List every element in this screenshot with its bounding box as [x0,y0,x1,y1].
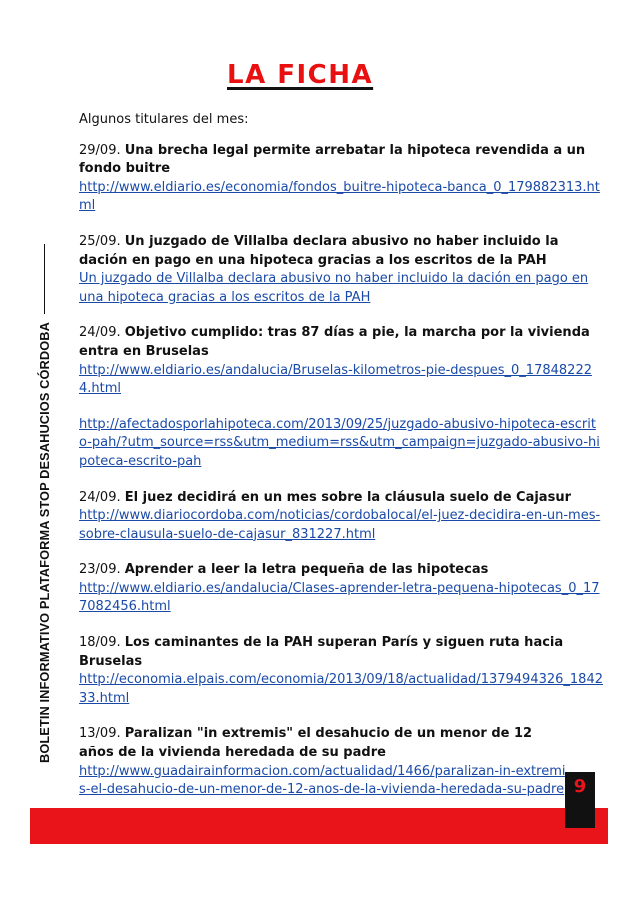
news-item [79,634,603,708]
news-item [79,233,603,307]
news-headline: Una brecha legal permite arrebatar la hipoteca revendida a un fondo buitre [79,142,586,177]
news-headline: El juez decidirá en un mes sobre la cláusula suelo de Cajasur [124,489,571,505]
news-link[interactable]: http://www.eldiario.es/andalucia/Bruselas-kilometros-pie-despues_0_178482224.html [79,362,592,397]
news-link[interactable]: http://www.diariocordoba.com/noticias/cordobalocal/el-juez-decidira-en-un-mes-sobre-clausula-suelo-de-cajasur_831227.html [79,508,601,542]
news-date: 18/09. [79,635,121,651]
news-headline: Paralizan "in extremis" el desahucio de un menor de 12 años de la vivienda heredada de su padre [79,726,533,761]
page-number: 9 [573,776,587,797]
news-date: 24/09. [79,489,121,505]
news-date: 13/09. [79,726,121,742]
news-link[interactable]: http://www.guadairainformacion.com/actualidad/1466/paralizan-in-extremis-el-desahucio-de-un-menor-de-12-anos-de-la-vivienda-heredada-su-padre [79,763,566,798]
news-date: 24/09. [79,325,121,341]
news-link[interactable]: http://www.eldiario.es/economia/fondos_buitre-hipoteca-banca_0_179882313.html [79,179,600,214]
news-link[interactable]: http://economia.elpais.com/economia/2013/09/18/actualidad/1379494326_184233.html [79,672,603,706]
news-headline: Un juzgado de Villalba declara abusivo no haber incluido la dación en pago en una hipoteca gracias a los escritos de la PAH [79,233,559,268]
page-title: LA FICHA [227,60,374,90]
page-number-box [565,772,595,828]
news-item [79,489,603,545]
headlines-section [79,111,603,817]
news-headline: Objetivo cumplido: tras 87 días a pie, la marcha por la vivienda entra en Bruselas [79,325,590,359]
news-item [79,561,603,617]
news-headline: Los caminantes de la PAH superan París y siguen ruta hacia Bruselas [79,635,564,669]
news-link[interactable]: http://www.eldiario.es/andalucia/Clases-aprender-letra-pequena-hipotecas_0_177082456.html [79,580,600,615]
news-item [79,416,603,472]
intro-text: Algunos titulares del mes: [79,112,249,127]
news-headline: Aprender a leer la letra pequeña de las hipotecas [124,562,489,578]
news-link[interactable]: Un juzgado de Villalba declara abusivo no haber incluido la dación en pago en una hipoteca gracias a los escritos de la PAH [79,271,589,305]
sidebar-title-text: BOLETIN INFORMATIVO PLATAFORMA STOP DESAHUCIOS CÓRDOBA [37,322,52,763]
news-item [79,725,603,799]
news-item [79,324,603,398]
sidebar-vertical-title [37,63,52,763]
sidebar-rule [44,244,45,314]
news-link[interactable]: http://afectadosporlahipoteca.com/2013/09/25/juzgado-abusivo-hipoteca-escrito-pah/?utm_source=rss&utm_medium=rss&utm_campaign=juzgado-abusivo-hipoteca-escrito-pah [79,416,600,469]
news-date: 25/09. [79,233,121,249]
news-date: 23/09. [79,562,121,578]
news-date: 29/09. [79,142,121,158]
footer-red-band [30,808,608,844]
news-item [79,142,603,216]
